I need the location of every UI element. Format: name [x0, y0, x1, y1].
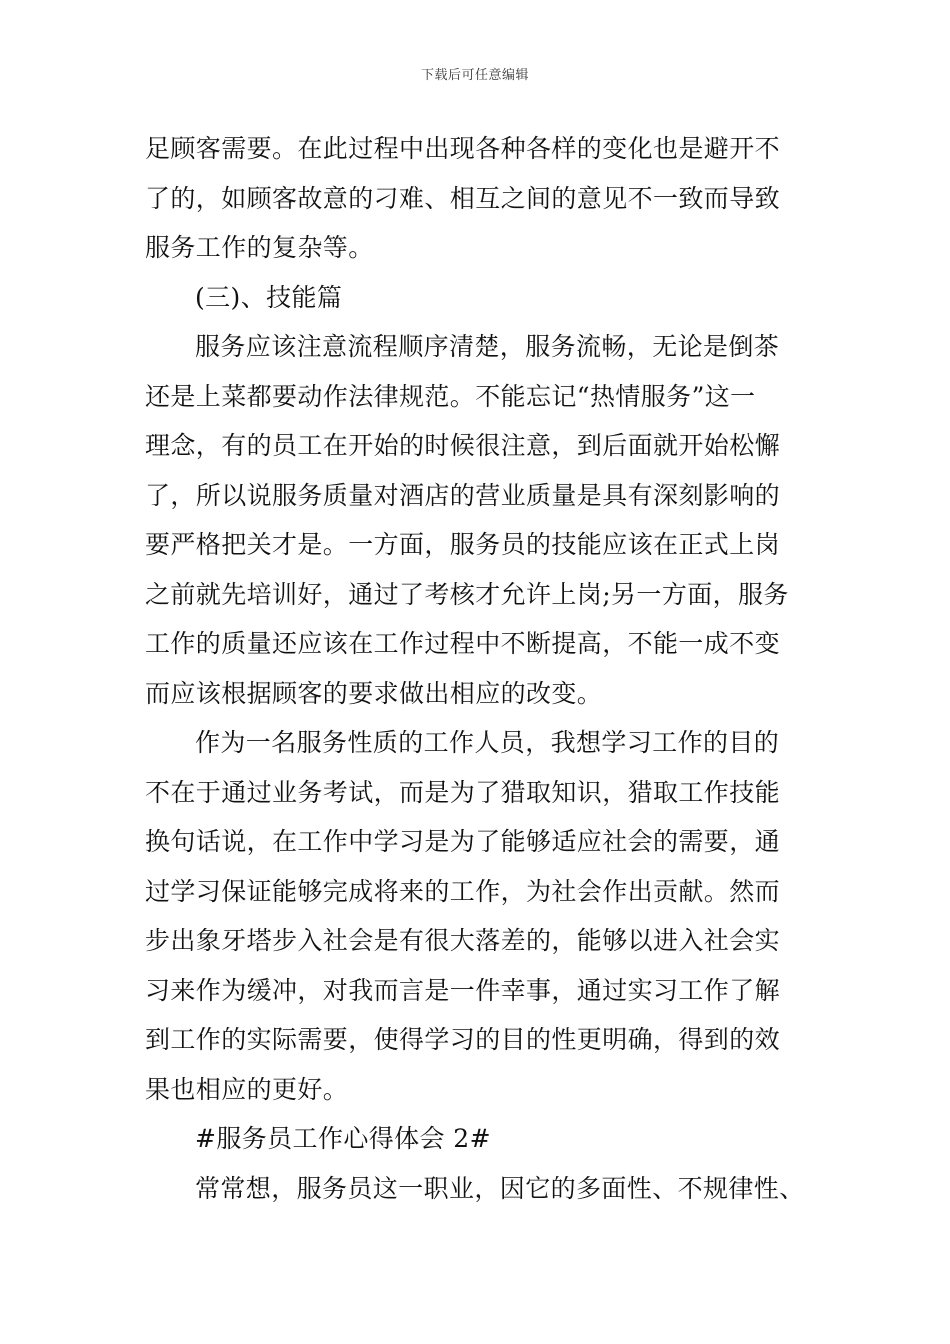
text-line: 工作的质量还应该在工作过程中不断提高，不能一成不变	[145, 629, 781, 658]
text-line: 足顾客需要。在此过程中出现各种各样的变化也是避开不	[145, 134, 781, 163]
page-header: 下载后可任意编辑	[420, 68, 529, 83]
text-line: 到工作的实际需要，使得学习的目的性更明确，得到的效	[145, 1025, 781, 1054]
text-line: 服务工作的复杂等。	[145, 233, 374, 262]
text-line: 过学习保证能够完成将来的工作，为社会作出贡献。然而	[145, 876, 781, 906]
text-line: 作为一名服务性质的工作人员，我想学习工作的目的	[195, 728, 780, 757]
section-heading: #服务员工作心得体会 2#	[195, 1124, 491, 1153]
text-line: 之前就先培训好，通过了考核才允许上岗;另一方面，服务	[145, 579, 789, 609]
text-line: 了，所以说服务质量对酒店的营业质量是具有深刻影响的	[145, 480, 781, 510]
text-line: 服务应该注意流程顺序清楚，服务流畅，无论是倒茶	[195, 332, 780, 361]
text-line: 果也相应的更好。	[145, 1074, 349, 1104]
text-line: 常常想，服务员这一职业，因它的多面性、不规律性、	[195, 1173, 805, 1203]
text-line: 换句话说，在工作中学习是为了能够适应社会的需要，通	[145, 827, 781, 856]
document-body	[145, 124, 825, 1213]
text-line: 了的，如顾客故意的刁难、相互之间的意见不一致而导致	[145, 183, 781, 213]
text-line: 不在于通过业务考试，而是为了猎取知识，猎取工作技能	[145, 777, 781, 807]
section-heading: (三)、技能篇	[195, 282, 343, 312]
text-line: 步出象牙塔步入社会是有很大落差的，能够以进入社会实	[145, 926, 781, 955]
text-line: 要严格把关才是。一方面，服务员的技能应该在正式上岗	[145, 530, 781, 559]
text-line: 还是上菜都要动作法律规范。不能忘记“热情服务”这一	[145, 381, 756, 411]
text-line: 理念，有的员工在开始的时候很注意，到后面就开始松懈	[145, 431, 781, 460]
text-line: 习来作为缓冲，对我而言是一件幸事，通过实习工作了解	[145, 975, 781, 1005]
text-line: 而应该根据顾客的要求做出相应的改变。	[145, 678, 603, 708]
